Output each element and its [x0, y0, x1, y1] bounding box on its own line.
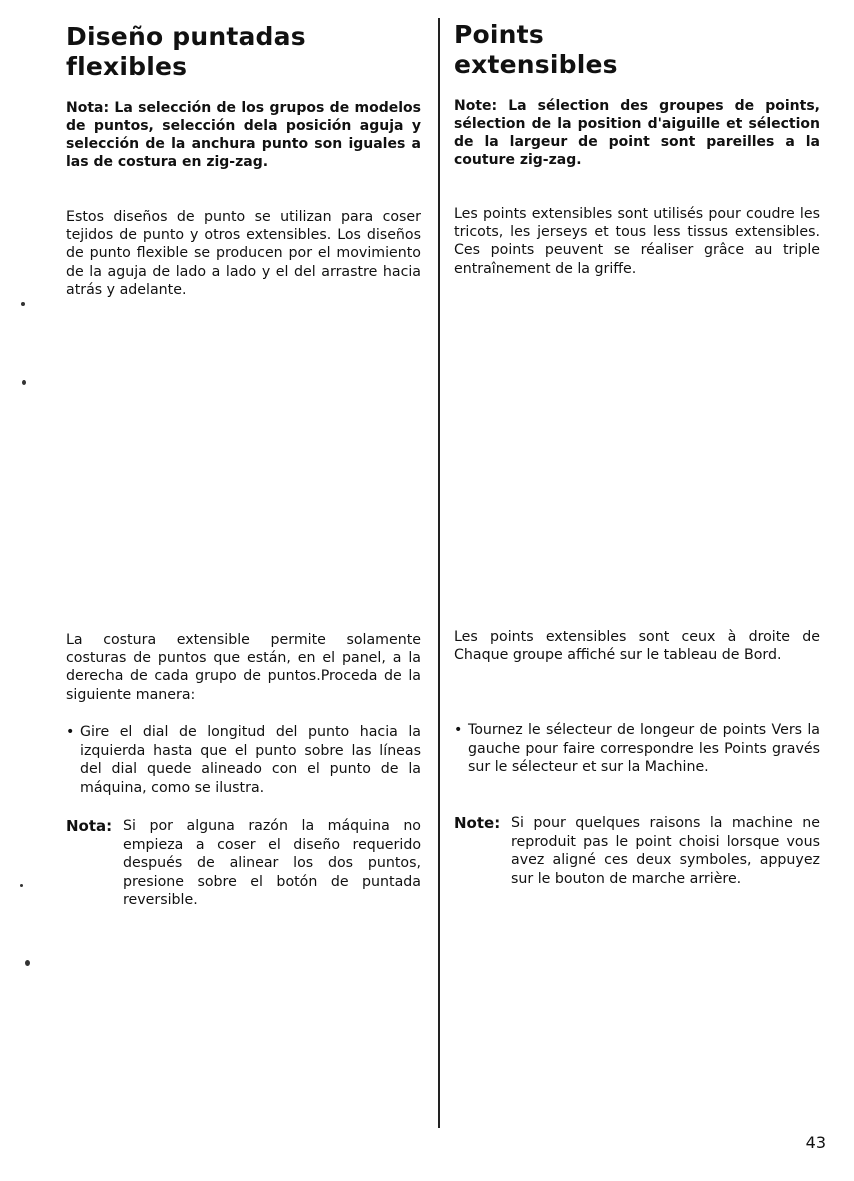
right-bullet-text: Tournez le sélecteur de longeur de points Vers la gauche pour faire correspondre les Points gravés sur le sélecteur et sur la Machine.: [468, 722, 820, 775]
right-note: Note: La sélection des groupes de points, sélection de la position d'aiguille et sélection de la largeur de point sont pareilles a la couture zig-zag.: [454, 98, 820, 168]
right-title: Points extensibles: [454, 20, 618, 79]
right-paragraph-2: Les points extensibles sont ceux à droite de Chaque groupe affiché sur le tableau de Bord.: [454, 629, 820, 664]
left-title: Diseño puntadas flexibles: [66, 22, 306, 81]
scan-speck: [20, 884, 23, 887]
right-intro: Les points extensibles sont utilisés pour coudre les tricots, les jerseys et tous less tissus extensibles. Ces points peuvent se réaliser grâce au triple entraînement de la griffe.: [454, 206, 820, 277]
right-bullet-item: [454, 721, 820, 777]
left-note-2: [66, 817, 421, 910]
column-divider: [438, 18, 440, 1128]
left-note-2-text: Si por alguna razón la máquina no empieza a coser el diseño requerido después de alinear los dos puntos, presione sobre el botón de puntada reversible.: [123, 818, 421, 908]
bullet-icon: •: [454, 722, 463, 738]
left-note: Nota: La selección de los grupos de modelos de puntos, selección dela posición aguja y selección de la anchura punto son iguales a las de costura en zig-zag.: [66, 100, 421, 170]
right-note-2: [454, 814, 820, 888]
scan-speck: [21, 302, 25, 306]
left-intro: Estos diseños de punto se utilizan para coser tejidos de punto y otros extensibles. Los diseños de punto flexible se producen por el movimiento de la aguja de lado a lado y el del arrastre hacia atrás y adelante.: [66, 209, 421, 298]
scan-speck: [22, 380, 26, 385]
left-note-2-label: Nota:: [66, 817, 113, 835]
page-number: 43: [805, 1133, 826, 1152]
left-paragraph-2: La costura extensible permite solamente costuras de puntos que están, en el panel, a la derecha de cada grupo de puntos.Proceda de la siguiente manera:: [66, 632, 421, 703]
left-bullet-text: Gire el dial de longitud del punto hacia la izquierda hasta que el punto sobre las líneas del dial quede alineado con el punto de la máquina, como se ilustra.: [80, 724, 421, 796]
right-note-2-text: Si pour quelques raisons la machine ne reproduit pas le point choisi lorsque vous avez aligné ces deux symboles, appuyez sur le bouton de marche arrière.: [511, 815, 820, 887]
left-bullet-item: [66, 723, 421, 797]
scan-speck: [25, 960, 30, 966]
right-note-2-label: Note:: [454, 814, 501, 832]
bullet-icon: •: [66, 724, 75, 740]
